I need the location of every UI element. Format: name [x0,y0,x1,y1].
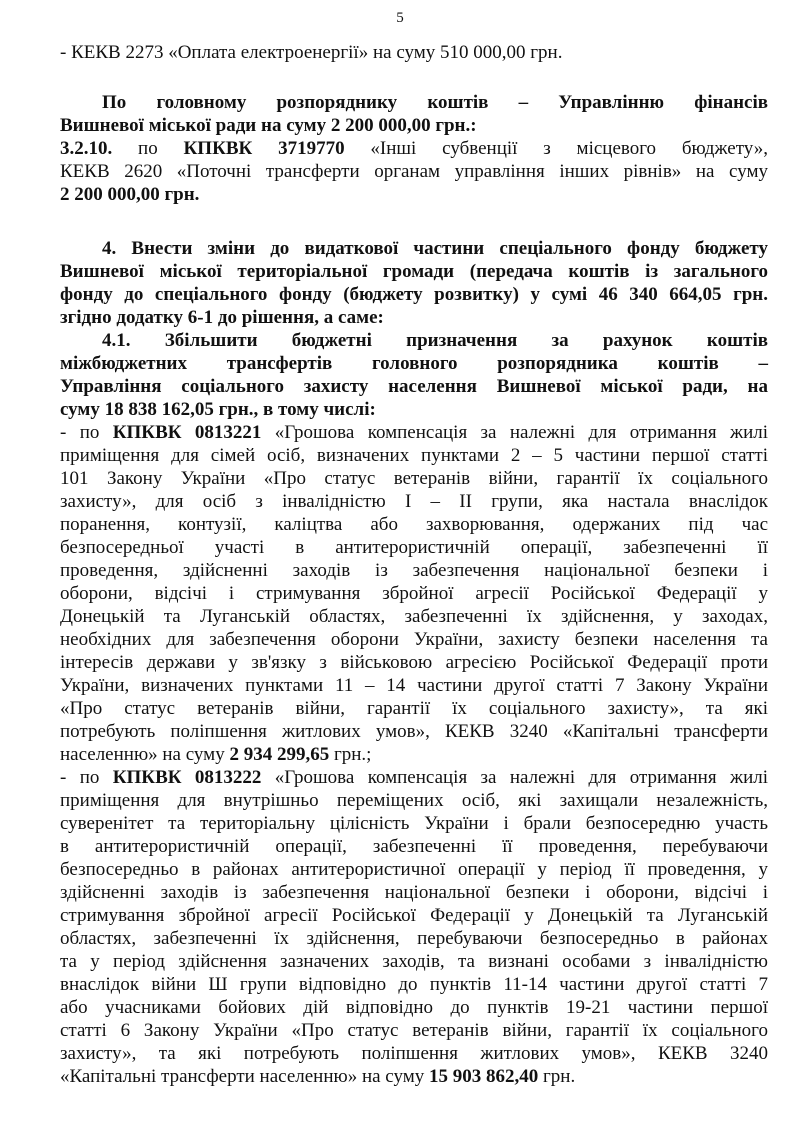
item-0813222-line: стримування збройної агресії Російської Федерації у Донецькій та Луганській [60,905,768,926]
item-0813221-line: 101 Закону України «Про статус ветеранів війни, гарантії їх соціального [60,468,768,489]
item-0813221-line-1: - по КПКВК 0813221 «Грошова компенсація за належні для отримання жилі [60,422,769,443]
item-0813221-line: інтересів держави у зв'язку з військовою агресією Російської Федерації проти [60,652,768,673]
item-0813222-line: та у період здійснення зазначених заходів, та визнані особами з інвалідністю [60,951,768,972]
finance-heading-line-2: Вишневої міської ради на суму 2 200 000,00 грн.: [60,115,477,136]
item-0813222-line: здійсненні заходів із забезпечення національної безпеки і оборони, відсічі і [60,882,768,903]
item-0813221-line: проведення, здійсненні заходів із забезпечення національної безпеки і [60,560,768,581]
item-0813222-sum-line: «Капітальні трансферти населенню» на суму 15 903 862,40 грн. [60,1066,576,1087]
section-4-1-line-2: міжбюджетних трансфертів головного розпорядника коштів – [60,353,768,374]
item-0813221-sum-line: населенню» на суму 2 934 299,65 грн.; [60,744,372,765]
item-0813221-line: оборони, відсічі і стримування збройної агресії Російської Федерації у [60,583,768,604]
section-4-1-line-4: суму 18 838 162,05 грн., в тому числі: [60,399,376,420]
item-0813221-line: України, визначених пунктами 11 – 14 частини другої статті 7 Закону України [60,675,768,696]
item-0813221-line: потребують поліпшення житлових умов», КЕКВ 3240 «Капітальні трансферти [60,721,768,742]
item-0813221-line: необхідних для забезпечення оборони України, захисту безпеки населення та [60,629,768,650]
item-0813221-line: поранення, контузії, каліцтва або захворювання, одержаних під час [60,514,768,535]
item-0813222-line: в антитерористичній операції, забезпеченні її проведення, перебуваючи [60,836,768,857]
item-0813221-line: приміщення для сімей осіб, визначених пунктами 2 – 5 частини першої статті [60,445,768,466]
item-0813222-line-1: - по КПКВК 0813222 «Грошова компенсація за належні для отримання жилі [60,767,769,788]
item-0813222-line: областях, забезпеченні їх здійснення, перебуваючи безпосередньо в районах [60,928,768,949]
item-0813222-line: або учасниками бойових дій відповідно до пунктів 19-21 частини першої [60,997,768,1018]
section-4-1-line-1: 4.1. Збільшити бюджетні призначення за рахунок коштів [102,330,768,351]
item-0813222-line: внаслідок війни Ш групи відповідно до пунктів 11-14 частини другої статті 7 [60,974,768,995]
section-4-line-4: згідно додатку 6-1 до рішення, а саме: [60,307,384,328]
finance-item-line-2: КЕКВ 2620 «Поточні трансферти органам управління інших рівнів» на суму [60,161,768,182]
section-4-1-line-3: Управління соціального захисту населення Вишневої міської ради, на [60,376,768,397]
item-0813222-line: приміщення для внутрішньо переміщених осіб, які захищали незалежність, [60,790,768,811]
item-0813221-line: «Про статус ветеранів війни, гарантії їх соціального захисту», та які [60,698,768,719]
page-number: 5 [396,10,404,26]
finance-item-line-1: 3.2.10. по КПКВК 3719770 «Інші субвенції з місцевого бюджету», [60,138,768,159]
finance-item-sum: 2 200 000,00 грн. [60,184,200,205]
section-4-line-2: Вишневої міської територіальної громади (передача коштів із загального [60,261,768,282]
item-0813222-line: захисту», та які потребують поліпшення житлових умов», КЕКВ 3240 [60,1043,768,1064]
item-0813221-line: безпосередньої участі в антитерористичній операції, забезпеченні її [60,537,768,558]
kekv-2273-line: - КЕКВ 2273 «Оплата електроенергії» на суму 510 000,00 грн. [60,42,563,63]
section-4-line-3: фонду до спеціального фонду (бюджету розвитку) у сумі 46 340 664,05 грн. [60,284,768,305]
item-0813222-line: суверенітет та територіальну цілісність України і брали безпосередню участь [60,813,768,834]
section-finance [60,91,768,206]
item-0813221-line: захисту», для осіб з інвалідністю І – ІІ групи, яка настала внаслідок [60,491,768,512]
item-0813222-line: безпосередньо в районах антитерористичної операції у період її проведення, у [60,859,768,880]
item-0813221-line: Донецькій та Луганській областях, забезпеченні їх здійснення, у заходах, [60,606,768,627]
section-4 [60,237,768,1088]
finance-heading-line-1: По головному розпоряднику коштів – Управлінню фінансів [102,92,768,113]
item-0813222-line: статті 6 Закону України «Про статус ветеранів війни, гарантії їх соціального [60,1020,768,1041]
section-4-line-1: 4. Внести зміни до видаткової частини спеціального фонду бюджету [102,238,768,259]
